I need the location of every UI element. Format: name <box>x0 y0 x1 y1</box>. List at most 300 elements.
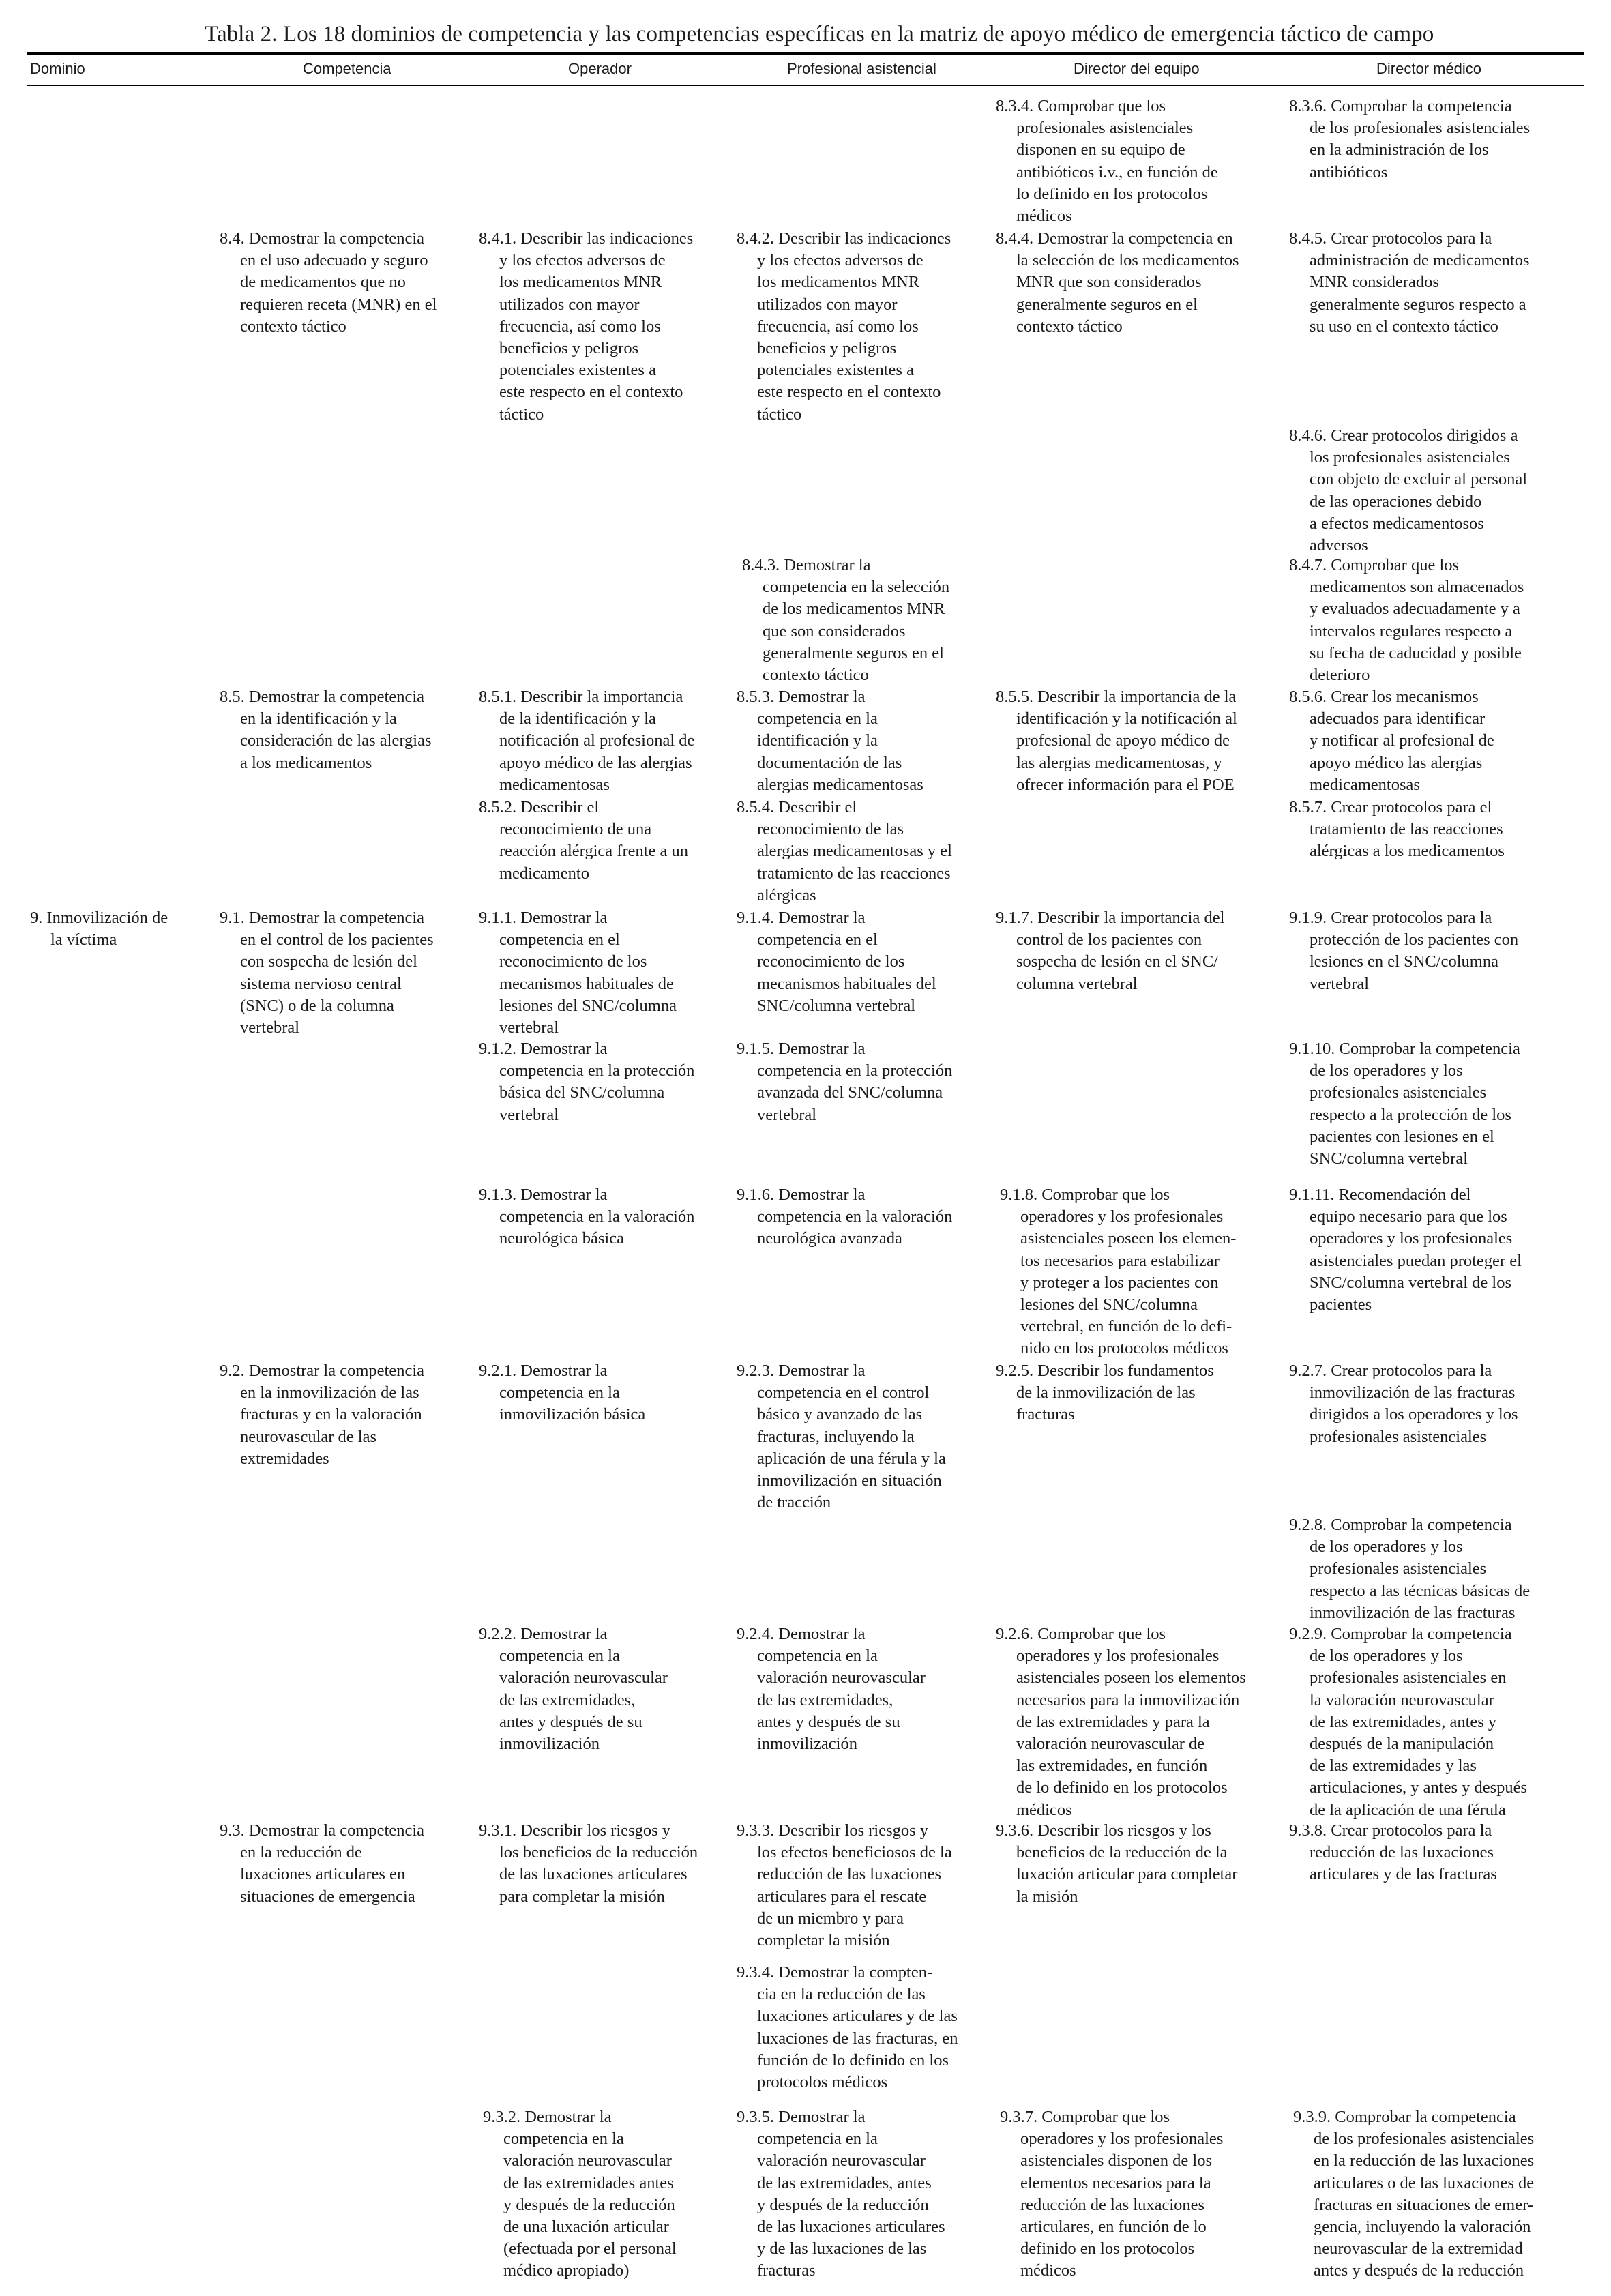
cell-line: columna vertebral <box>1016 974 1138 993</box>
cell-line: avanzada del SNC/columna <box>757 1083 943 1102</box>
cell-line: de las extremidades, <box>757 1690 893 1709</box>
competency-cell <box>1289 95 1530 183</box>
cell-line: inmovilización de las fracturas <box>1310 1383 1516 1402</box>
cell-line: alérgicas a los medicamentos <box>1310 842 1505 861</box>
cell-line: contexto táctico <box>1016 317 1123 336</box>
cell-line: este respecto en el contexto <box>499 383 683 402</box>
competency-cell <box>479 1038 694 1126</box>
header-operador: Operador <box>568 60 632 77</box>
cell-line: articulares, en función de lo <box>1020 2218 1207 2237</box>
cell-line: valoración neurovascular <box>757 1668 926 1688</box>
cell-line: medicamentosas <box>499 775 610 794</box>
cell-line: operadores y los profesionales <box>1310 1229 1513 1248</box>
cell-line: en la reducción de <box>240 1843 362 1862</box>
competency-cell <box>220 1360 424 1470</box>
cell-line: protocolos médicos <box>757 2073 888 2092</box>
cell-line: de la identificación y la <box>499 709 656 728</box>
cell-line: frecuencia, así como los <box>757 317 919 336</box>
cell-line: 9.3.1. Describir los riesgos y <box>479 1821 671 1840</box>
cell-line: tratamiento de las reacciones <box>757 864 951 883</box>
competency-cell <box>737 1038 952 1126</box>
competency-cell <box>996 1820 1237 1908</box>
competency-cell <box>220 1820 424 1908</box>
competency-cell <box>737 228 951 426</box>
cell-line: fracturas y en la valoración <box>240 1405 422 1424</box>
cell-line: 9.2.9. Comprobar la competencia <box>1289 1625 1512 1643</box>
competency-cell <box>737 2106 945 2282</box>
cell-line: de las luxaciones articulares <box>499 1865 688 1884</box>
competency-cell <box>737 1623 926 1755</box>
cell-line: competencia en la <box>503 2130 624 2149</box>
cell-line: respecto a la protección de los <box>1310 1105 1511 1124</box>
cell-line: 9.2.8. Comprobar la competencia <box>1289 1516 1512 1534</box>
cell-line: 9.1.3. Demostrar la <box>479 1186 608 1204</box>
cell-line: fracturas en situaciones de emer- <box>1314 2195 1533 2214</box>
cell-line: alérgicas <box>757 885 816 904</box>
header-competencia: Competencia <box>303 60 391 77</box>
competency-cell <box>1000 2106 1223 2282</box>
cell-line: las extremidades, en función <box>1016 1756 1208 1776</box>
cell-line: 9.1.4. Demostrar la <box>737 909 866 927</box>
competency-cell <box>479 907 677 1039</box>
competency-cell <box>220 686 432 774</box>
cell-line: reducción de las luxaciones <box>1310 1843 1494 1862</box>
cell-line: competencia en el control <box>757 1383 930 1402</box>
cell-line: inmovilización básica <box>499 1405 646 1424</box>
cell-line: pacientes con lesiones en el <box>1310 1127 1494 1146</box>
cell-line: de las extremidades y para la <box>1016 1712 1210 1731</box>
competency-cell <box>1289 1820 1497 1886</box>
cell-line: fracturas, incluyendo la <box>757 1427 915 1446</box>
cell-line: valoración neurovascular <box>503 2151 672 2170</box>
cell-line: adversos <box>1310 536 1368 555</box>
competency-cell <box>1289 797 1505 863</box>
competency-cell <box>1000 1184 1236 1360</box>
header-director-equipo: Director del equipo <box>1074 60 1200 77</box>
competency-cell <box>1293 2106 1534 2282</box>
cell-line: elementos necesarios para la <box>1020 2173 1211 2192</box>
cell-line: asistenciales disponen de los <box>1020 2151 1213 2170</box>
cell-line: 8.4. Demostrar la competencia <box>220 229 425 248</box>
cell-line: competencia en la <box>499 1383 620 1402</box>
cell-line: vertebral, en función de lo defi- <box>1020 1317 1232 1336</box>
cell-line: 9.2.7. Crear protocolos para la <box>1289 1362 1492 1380</box>
cell-line: 9.1. Demostrar la competencia <box>220 909 425 927</box>
cell-line: a los medicamentos <box>240 753 372 772</box>
cell-line: la valoración neurovascular <box>1310 1690 1494 1709</box>
cell-line: básica del SNC/columna <box>499 1083 665 1102</box>
cell-line: aplicación de una férula y la <box>757 1449 946 1468</box>
competency-cell <box>479 1360 645 1426</box>
cell-line: y evaluados adecuadamente y a <box>1310 600 1520 619</box>
cell-line: los medicamentos MNR <box>757 273 920 292</box>
cell-line: 8.4.4. Demostrar la competencia en <box>996 229 1233 248</box>
cell-line: ofrecer información para el POE <box>1016 775 1235 794</box>
cell-line: a efectos medicamentosos <box>1310 514 1484 533</box>
competency-cell <box>483 2106 677 2282</box>
cell-line: de los profesionales asistenciales <box>1310 119 1531 138</box>
cell-line: respecto a las técnicas básicas de <box>1310 1581 1531 1600</box>
cell-line: inmovilización <box>499 1735 600 1754</box>
cell-line: inmovilización de las fracturas <box>1310 1603 1516 1622</box>
cell-line: luxaciones articulares y de las <box>757 2007 958 2026</box>
competency-cell <box>737 1184 952 1250</box>
cell-line: 9.3.4. Demostrar la compten- <box>737 1963 933 1982</box>
cell-line: competencia en la protección <box>499 1061 695 1080</box>
cell-line: mecanismos habituales de <box>499 974 674 993</box>
cell-line: 9.3.7. Comprobar que los <box>1000 2108 1170 2126</box>
cell-line: 9.1.2. Demostrar la <box>479 1040 608 1058</box>
cell-line: competencia en el <box>757 930 878 950</box>
competency-cell <box>479 1623 668 1755</box>
cell-line: 8.3.4. Comprobar que los <box>996 97 1166 115</box>
cell-line: SNC/columna vertebral <box>1310 1149 1468 1168</box>
cell-line: luxaciones articulares en <box>240 1865 406 1884</box>
cell-line: la víctima <box>50 930 117 950</box>
cell-line: mecanismos habituales del <box>757 974 936 993</box>
cell-line: 9.2.1. Demostrar la <box>479 1362 608 1380</box>
cell-line: utilizados con mayor <box>757 295 898 314</box>
cell-line: de los operadores y los <box>1310 1537 1463 1557</box>
cell-line: vertebral <box>240 1018 300 1037</box>
table-title: Tabla 2. Los 18 dominios de competencia y las competencias específicas en la matriz de apoyo médico de emergencia táctico de campo <box>205 22 1434 46</box>
cell-line: competencia en la valoración <box>757 1207 953 1226</box>
cell-line: antes y después de la reducción <box>1314 2261 1524 2280</box>
cell-line: este respecto en el contexto <box>757 383 941 402</box>
cell-line: en el control de los pacientes <box>240 930 434 950</box>
cell-line: medicamento <box>499 864 589 883</box>
cell-line: de lo definido en los protocolos <box>1016 1778 1228 1797</box>
cell-line: competencia en el <box>499 930 620 950</box>
cell-line: alergias medicamentosas <box>757 775 923 794</box>
competency-cell <box>737 907 936 1017</box>
cell-line: contexto táctico <box>240 317 346 336</box>
cell-line: neurológica básica <box>499 1229 624 1248</box>
cell-line: 8.3.6. Comprobar la competencia <box>1289 97 1512 115</box>
competency-cell <box>1289 228 1529 338</box>
cell-line: de medicamentos que no <box>240 273 406 292</box>
cell-line: competencia en la <box>499 1647 620 1666</box>
cell-line: cia en la reducción de las <box>757 1985 926 2004</box>
cell-line: y de las luxaciones de las <box>757 2239 927 2258</box>
cell-line: dirigidos a los operadores y los <box>1310 1405 1518 1424</box>
cell-line: vertebral <box>499 1018 559 1037</box>
cell-line: reconocimiento de una <box>499 820 652 839</box>
cell-line: en el uso adecuado y seguro <box>240 251 428 270</box>
cell-line: equipo necesario para que los <box>1310 1207 1507 1226</box>
cell-line: 9.2.6. Comprobar que los <box>996 1625 1166 1643</box>
cell-line: fracturas <box>1016 1405 1075 1424</box>
cell-line: competencia en la valoración <box>499 1207 695 1226</box>
competency-cell <box>996 95 1218 227</box>
cell-line: profesionales asistenciales <box>1016 119 1194 138</box>
cell-line: en la administración de los <box>1310 141 1489 160</box>
cell-line: 9.2.4. Demostrar la <box>737 1625 866 1643</box>
cell-line: operadores y los profesionales <box>1020 1207 1224 1226</box>
cell-line: los medicamentos MNR <box>499 273 662 292</box>
header-director-medico: Director médico <box>1376 60 1482 77</box>
cell-line: 8.5.6. Crear los mecanismos <box>1289 688 1479 706</box>
cell-line: (efectuada por el personal <box>503 2239 677 2258</box>
cell-line: y los efectos adversos de <box>499 251 666 270</box>
cell-line: 9.3.2. Demostrar la <box>483 2108 612 2126</box>
header-bottom-rule <box>27 85 1584 86</box>
cell-line: de la inmovilización de las <box>1016 1383 1196 1402</box>
cell-line: 9.1.5. Demostrar la <box>737 1040 866 1058</box>
cell-line: de los profesionales asistenciales <box>1314 2130 1535 2149</box>
cell-line: necesarios para la inmovilización <box>1016 1690 1240 1709</box>
cell-line: valoración neurovascular <box>757 2151 926 2170</box>
cell-line: 8.4.6. Crear protocolos dirigidos a <box>1289 426 1518 445</box>
cell-line: articulares para el rescate <box>757 1887 927 1906</box>
cell-line: 8.5.1. Describir la importancia <box>479 688 683 706</box>
cell-line: de tracción <box>757 1493 831 1512</box>
cell-line: reacción alérgica frente a un <box>499 842 689 861</box>
cell-line: 9.3.8. Crear protocolos para la <box>1289 1821 1492 1840</box>
competency-cell <box>1289 1623 1527 1821</box>
cell-line: valoración neurovascular de <box>1016 1735 1205 1754</box>
cell-line: con objeto de excluir al personal <box>1310 470 1528 489</box>
cell-line: de las extremidades y las <box>1310 1756 1477 1776</box>
competency-cell <box>1289 1360 1518 1448</box>
cell-line: apoyo médico las alergias <box>1310 753 1483 772</box>
cell-line: lesiones del SNC/columna <box>1020 1295 1198 1314</box>
competency-cell <box>479 686 694 796</box>
cell-line: sospecha de lesión en el SNC/ <box>1016 952 1218 971</box>
competency-cell <box>737 1360 946 1514</box>
cell-line: identificación y la <box>757 731 878 750</box>
competency-cell <box>1289 686 1494 796</box>
cell-line: consideración de las alergias <box>240 731 432 750</box>
cell-line: neurovascular de la extremidad <box>1314 2239 1523 2258</box>
cell-line: SNC/columna vertebral de los <box>1310 1273 1511 1292</box>
cell-line: antes y después de su <box>499 1712 642 1731</box>
cell-line: y después de la reducción <box>503 2195 675 2214</box>
cell-line: 9.3.6. Describir los riesgos y los <box>996 1821 1211 1840</box>
cell-line: en la inmovilización de las <box>240 1383 419 1402</box>
cell-line: tos necesarios para estabilizar <box>1020 1251 1220 1270</box>
cell-line: los beneficios de la reducción <box>499 1843 698 1862</box>
cell-line: luxaciones de las fracturas, en <box>757 2029 958 2048</box>
cell-line: su fecha de caducidad y posible <box>1310 643 1522 662</box>
competency-cell <box>220 907 434 1039</box>
cell-line: médicos <box>1020 2261 1076 2280</box>
cell-line: beneficios y peligros <box>757 339 897 358</box>
cell-line: 8.4.2. Describir las indicaciones <box>737 229 951 248</box>
competency-cell <box>479 1820 698 1908</box>
competency-cell <box>220 228 437 338</box>
competency-cell <box>996 1360 1214 1426</box>
cell-line: 8.5.5. Describir la importancia de la <box>996 688 1237 706</box>
cell-line: las alergias medicamentosas, y <box>1016 753 1222 772</box>
cell-line: profesionales asistenciales <box>1310 1427 1487 1446</box>
cell-line: 9.1.9. Crear protocolos para la <box>1289 909 1492 927</box>
cell-line: de los operadores y los <box>1310 1647 1463 1666</box>
cell-line: utilizados con mayor <box>499 295 640 314</box>
cell-line: valoración neurovascular <box>499 1668 668 1688</box>
cell-line: antibióticos i.v., en función de <box>1016 162 1218 181</box>
cell-line: control de los pacientes con <box>1016 930 1202 950</box>
competency-cell <box>737 686 923 796</box>
cell-line: protección de los pacientes con <box>1310 930 1519 950</box>
cell-line: articulaciones, y antes y después <box>1310 1778 1528 1797</box>
cell-line: luxación articular para completar <box>1016 1865 1238 1884</box>
cell-line: 9.2.5. Describir los fundamentos <box>996 1362 1214 1380</box>
cell-line: operadores y los profesionales <box>1020 2130 1224 2149</box>
competency-cell <box>742 555 949 686</box>
cell-line: de los medicamentos MNR <box>763 600 945 619</box>
cell-line: profesionales asistenciales <box>1310 1559 1487 1578</box>
competency-cell <box>1289 1184 1522 1316</box>
cell-line: 9.2. Demostrar la competencia <box>220 1362 425 1380</box>
cell-line: reconocimiento de los <box>757 952 905 971</box>
cell-line: básico y avanzado de las <box>757 1405 923 1424</box>
cell-line: disponen en su equipo de <box>1016 141 1185 160</box>
cell-line: que son considerados <box>763 621 906 641</box>
cell-line: de las extremidades, <box>499 1690 636 1709</box>
competency-cell <box>996 686 1237 796</box>
cell-line: 9.3.5. Demostrar la <box>737 2108 866 2126</box>
cell-line: asistenciales puedan proteger el <box>1310 1251 1522 1270</box>
competency-cell <box>479 1184 694 1250</box>
cell-line: potenciales existentes a <box>499 361 656 380</box>
domain-cell <box>30 907 168 951</box>
cell-line: 8.5.2. Describir el <box>479 798 600 816</box>
cell-line: para completar la misión <box>499 1887 665 1906</box>
competency-cell <box>479 797 688 885</box>
cell-line: con sospecha de lesión del <box>240 952 417 971</box>
cell-line: adecuados para identificar <box>1310 709 1486 728</box>
cell-line: intervalos regulares respecto a <box>1310 621 1513 641</box>
cell-line: situaciones de emergencia <box>240 1887 415 1906</box>
cell-line: notificación al profesional de <box>499 731 695 750</box>
cell-line: 8.4.3. Demostrar la <box>742 556 871 574</box>
cell-line: 9.3.3. Describir los riesgos y <box>737 1821 929 1840</box>
cell-line: reducción de las luxaciones <box>1020 2195 1205 2214</box>
cell-line: después de la manipulación <box>1310 1735 1494 1754</box>
cell-line: y después de la reducción <box>757 2195 929 2214</box>
table-top-rule <box>27 52 1584 55</box>
cell-line: competencia en la <box>757 2130 878 2149</box>
cell-line: vertebral <box>1310 974 1370 993</box>
cell-line: 9.1.8. Comprobar que los <box>1000 1186 1170 1204</box>
cell-line: de las extremidades, antes y <box>1310 1712 1497 1731</box>
cell-line: 9.2.3. Demostrar la <box>737 1362 866 1380</box>
cell-line: 9.1.1. Demostrar la <box>479 909 608 927</box>
cell-line: antes y después de su <box>757 1712 900 1731</box>
cell-line: identificación y la notificación al <box>1016 709 1237 728</box>
cell-line: asistenciales poseen los elemen- <box>1020 1229 1237 1248</box>
cell-line: 9.3.9. Comprobar la competencia <box>1293 2108 1516 2126</box>
cell-line: articulares o de las luxaciones de <box>1314 2173 1535 2192</box>
header-dominio: Dominio <box>30 60 85 77</box>
cell-line: 8.5.4. Describir el <box>737 798 857 816</box>
cell-line: MNR que son considerados <box>1016 273 1202 292</box>
cell-line: nido en los protocolos médicos <box>1020 1339 1228 1358</box>
cell-line: operadores y los profesionales <box>1016 1647 1220 1666</box>
cell-line: antibióticos <box>1310 162 1388 181</box>
cell-line: generalmente seguros respecto a <box>1310 295 1526 314</box>
competency-cell <box>1289 1514 1530 1624</box>
cell-line: los efectos beneficiosos de la <box>757 1843 952 1862</box>
cell-line: administración de medicamentos <box>1310 251 1530 270</box>
cell-line: profesional de apoyo médico de <box>1016 731 1230 750</box>
competency-cell <box>737 797 952 907</box>
cell-line: asistenciales poseen los elementos <box>1016 1668 1246 1688</box>
competency-cell <box>996 228 1239 338</box>
cell-line: los profesionales asistenciales <box>1310 448 1510 467</box>
competency-cell <box>737 1820 952 1952</box>
cell-line: de las operaciones debido <box>1310 492 1482 511</box>
cell-line: reconocimiento de las <box>757 820 904 839</box>
cell-line: competencia en la selección <box>763 578 950 597</box>
cell-line: en la reducción de las luxaciones <box>1314 2151 1535 2170</box>
cell-line: beneficios y peligros <box>499 339 639 358</box>
cell-line: tratamiento de las reacciones <box>1310 820 1503 839</box>
cell-line: SNC/columna vertebral <box>757 996 916 1015</box>
cell-line: 8.4.5. Crear protocolos para la <box>1289 229 1492 248</box>
cell-line: vertebral <box>499 1105 559 1124</box>
competency-cell <box>1289 555 1524 686</box>
cell-line: reconocimiento de los <box>499 952 647 971</box>
cell-line: 9.3. Demostrar la competencia <box>220 1821 425 1840</box>
competency-cell <box>1289 1038 1520 1170</box>
cell-line: documentación de las <box>757 753 902 772</box>
cell-line: de un miembro y para <box>757 1909 904 1928</box>
cell-line: médicos <box>1016 207 1072 226</box>
cell-line: médico apropiado) <box>503 2261 630 2280</box>
cell-line: deterioro <box>1310 666 1370 685</box>
cell-line: competencia en la <box>757 1647 878 1666</box>
cell-line: beneficios de la reducción de la <box>1016 1843 1228 1862</box>
cell-line: lesiones en el SNC/columna <box>1310 952 1498 971</box>
cell-line: completar la misión <box>757 1931 890 1950</box>
cell-line: táctico <box>499 404 544 424</box>
cell-line: reducción de las luxaciones <box>757 1865 942 1884</box>
cell-line: de los operadores y los <box>1310 1061 1463 1080</box>
cell-line: de las extremidades antes <box>503 2173 674 2192</box>
cell-line: médicos <box>1016 1800 1072 1819</box>
cell-line: táctico <box>757 404 802 424</box>
cell-line: definido en los protocolos <box>1020 2239 1195 2258</box>
cell-line: y proteger a los pacientes con <box>1020 1273 1219 1292</box>
cell-line: 9. Inmovilización de <box>30 909 168 927</box>
competency-cell <box>996 1623 1246 1821</box>
cell-line: requieren receta (MNR) en el <box>240 295 437 314</box>
cell-line: la selección de los medicamentos <box>1016 251 1239 270</box>
competency-cell <box>996 907 1224 995</box>
cell-line: 8.4.7. Comprobar que los <box>1289 556 1460 574</box>
competency-cell <box>737 1962 958 2093</box>
cell-line: frecuencia, así como los <box>499 317 661 336</box>
cell-line: extremidades <box>240 1449 329 1468</box>
cell-line: potenciales existentes a <box>757 361 914 380</box>
cell-line: 9.2.2. Demostrar la <box>479 1625 608 1643</box>
cell-line: de las luxaciones articulares <box>757 2218 945 2237</box>
cell-line: competencia en la protección <box>757 1061 953 1080</box>
cell-line: 9.1.10. Comprobar la competencia <box>1289 1040 1520 1058</box>
cell-line: medicamentos son almacenados <box>1310 578 1524 597</box>
cell-line: profesionales asistenciales <box>1310 1083 1487 1102</box>
cell-line: neurológica avanzada <box>757 1229 902 1248</box>
cell-line: 8.5.7. Crear protocolos para el <box>1289 798 1492 816</box>
cell-line: función de lo definido en los <box>757 2050 949 2070</box>
header-profesional-asistencial: Profesional asistencial <box>787 60 936 77</box>
competency-cell <box>1289 425 1527 557</box>
cell-line: competencia en la <box>757 709 878 728</box>
cell-line: 9.1.11. Recomendación del <box>1289 1186 1471 1204</box>
cell-line: sistema nervioso central <box>240 974 402 993</box>
